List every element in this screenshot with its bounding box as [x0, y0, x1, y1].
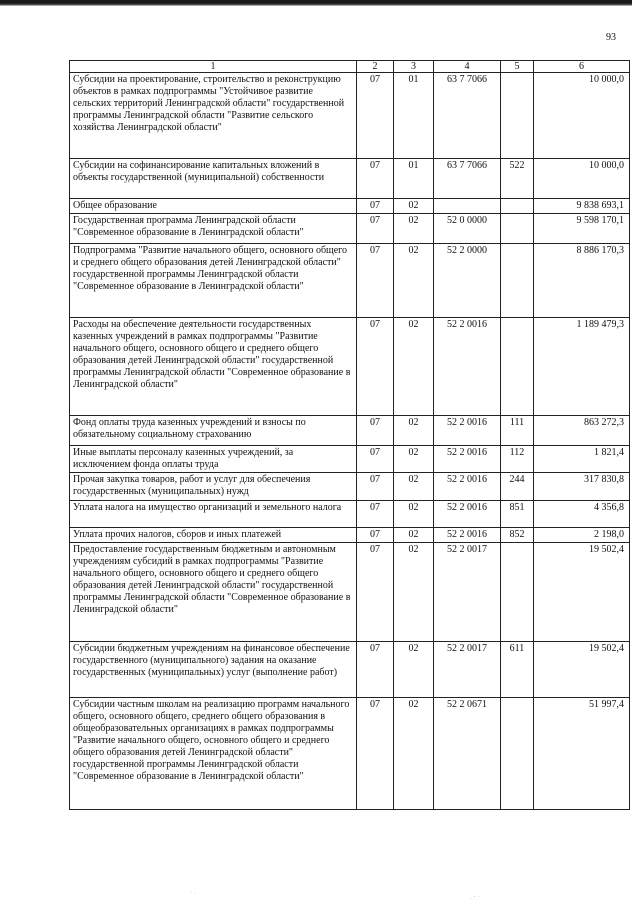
section-code: 07	[357, 501, 394, 528]
row-description: Государственная программа Ленинградской области "Современное образование в Ленинградской области"	[70, 214, 357, 244]
subsection-code: 01	[394, 73, 434, 159]
amount: 317 830,8	[534, 473, 630, 501]
expense-type-code: 851	[501, 501, 534, 528]
scan-noise: · .	[190, 888, 196, 896]
table-row	[70, 543, 630, 642]
table-row	[70, 318, 630, 416]
table-row	[70, 501, 630, 528]
target-article-code: 52 2 0000	[434, 244, 501, 318]
column-number-row	[70, 61, 630, 73]
table-row	[70, 214, 630, 244]
subsection-code: 02	[394, 543, 434, 642]
section-code: 07	[357, 698, 394, 810]
section-code: 07	[357, 199, 394, 214]
table-row	[70, 159, 630, 199]
section-code: 07	[357, 244, 394, 318]
section-code: 07	[357, 73, 394, 159]
row-description: Субсидии на проектирование, строительство и реконструкцию объектов в рамках подпрограммы "Устойчивое развитие сельских территорий Ленинградской области" государственной программы Ленинградской области "Развитие сельского хозяйства Ленинградской области"	[70, 73, 357, 159]
column-header: 4	[434, 61, 501, 73]
column-header: 3	[394, 61, 434, 73]
expense-type-code	[501, 199, 534, 214]
subsection-code: 02	[394, 199, 434, 214]
amount: 10 000,0	[534, 73, 630, 159]
table-row	[70, 446, 630, 473]
amount: 1 821,4	[534, 446, 630, 473]
target-article-code: 52 2 0016	[434, 446, 501, 473]
amount: 2 198,0	[534, 528, 630, 543]
row-description: Субсидии частным школам на реализацию программ начального общего, основного общего, среднего общего образования в общеобразовательных организациях в рамках подпрограммы "Развитие начального общего, основного общего и среднего общего образования детей Ленинградской области" государственной программы Ленинградской области "Современное образование в Ленинградской области"	[70, 698, 357, 810]
amount: 19 502,4	[534, 543, 630, 642]
row-description: Фонд оплаты труда казенных учреждений и взносы по обязательному социальному страхованию	[70, 416, 357, 446]
expense-type-code	[501, 214, 534, 244]
amount: 10 000,0	[534, 159, 630, 199]
row-description: Прочая закупка товаров, работ и услуг для обеспечения государственных (муниципальных) нужд	[70, 473, 357, 501]
subsection-code: 02	[394, 244, 434, 318]
expense-type-code: 112	[501, 446, 534, 473]
row-description: Уплата прочих налогов, сборов и иных платежей	[70, 528, 357, 543]
column-header: 6	[534, 61, 630, 73]
section-code: 07	[357, 214, 394, 244]
expense-type-code	[501, 244, 534, 318]
table-row	[70, 199, 630, 214]
section-code: 07	[357, 318, 394, 416]
column-header: 5	[501, 61, 534, 73]
table-row	[70, 473, 630, 501]
target-article-code: 52 2 0017	[434, 543, 501, 642]
table-row	[70, 698, 630, 810]
column-header: 1	[70, 61, 357, 73]
section-code: 07	[357, 543, 394, 642]
row-description: Предоставление государственным бюджетным и автономным учреждениям субсидий в рамках подпрограммы "Развитие начального общего, основного общего и среднего общего образования детей Ленинградской области" государственной программы Ленинградской области "Современное образование в Ленинградской области"	[70, 543, 357, 642]
section-code: 07	[357, 473, 394, 501]
target-article-code: 52 2 0016	[434, 528, 501, 543]
scan-noise: . · ·	[470, 893, 480, 901]
target-article-code: 63 7 7066	[434, 73, 501, 159]
expense-type-code	[501, 318, 534, 416]
amount: 8 886 170,3	[534, 244, 630, 318]
amount: 51 997,4	[534, 698, 630, 810]
scan-top-edge	[0, 0, 632, 6]
subsection-code: 02	[394, 698, 434, 810]
subsection-code: 02	[394, 473, 434, 501]
amount: 4 356,8	[534, 501, 630, 528]
subsection-code: 01	[394, 159, 434, 199]
expense-type-code: 522	[501, 159, 534, 199]
amount: 863 272,3	[534, 416, 630, 446]
amount: 9 838 693,1	[534, 199, 630, 214]
target-article-code: 63 7 7066	[434, 159, 501, 199]
subsection-code: 02	[394, 528, 434, 543]
section-code: 07	[357, 528, 394, 543]
row-description: Уплата налога на имущество организаций и земельного налога	[70, 501, 357, 528]
expense-type-code: 111	[501, 416, 534, 446]
table-row	[70, 73, 630, 159]
expense-type-code	[501, 543, 534, 642]
row-description: Расходы на обеспечение деятельности государственных казенных учреждений в рамках подпрограммы "Развитие начального общего, основного общего и среднего общего образования детей Ленинградской области" государственной программы Ленинградской области "Современное образование в Ленинградской области"	[70, 318, 357, 416]
table-row	[70, 528, 630, 543]
row-description: Субсидии на софинансирование капитальных вложений в объекты государственной (муниципальной) собственности	[70, 159, 357, 199]
amount: 1 189 479,3	[534, 318, 630, 416]
amount: 9 598 170,1	[534, 214, 630, 244]
target-article-code: 52 2 0016	[434, 318, 501, 416]
target-article-code: 52 2 0016	[434, 416, 501, 446]
section-code: 07	[357, 416, 394, 446]
expense-type-code: 244	[501, 473, 534, 501]
subsection-code: 02	[394, 642, 434, 698]
target-article-code: 52 2 0671	[434, 698, 501, 810]
section-code: 07	[357, 446, 394, 473]
subsection-code: 02	[394, 416, 434, 446]
subsection-code: 02	[394, 446, 434, 473]
expense-type-code: 852	[501, 528, 534, 543]
table-row	[70, 416, 630, 446]
target-article-code: 52 0 0000	[434, 214, 501, 244]
target-article-code: 52 2 0017	[434, 642, 501, 698]
target-article-code: 52 2 0016	[434, 501, 501, 528]
subsection-code: 02	[394, 214, 434, 244]
expense-type-code	[501, 73, 534, 159]
row-description: Субсидии бюджетным учреждениям на финансовое обеспечение государственного (муниципального) задания на оказание государственных (муниципальных) услуг (выполнение работ)	[70, 642, 357, 698]
target-article-code: 52 2 0016	[434, 473, 501, 501]
row-description: Иные выплаты персоналу казенных учреждений, за исключением фонда оплаты труда	[70, 446, 357, 473]
subsection-code: 02	[394, 318, 434, 416]
section-code: 07	[357, 159, 394, 199]
column-header: 2	[357, 61, 394, 73]
row-description: Подпрограмма "Развитие начального общего, основного общего и среднего общего образования детей Ленинградской области" государственной программы Ленинградской области "Современное образование в Ленинградской области"	[70, 244, 357, 318]
page-number: 93	[606, 32, 616, 43]
expense-type-code: 611	[501, 642, 534, 698]
budget-table	[69, 60, 630, 810]
section-code: 07	[357, 642, 394, 698]
row-description: Общее образование	[70, 199, 357, 214]
table-row	[70, 244, 630, 318]
subsection-code: 02	[394, 501, 434, 528]
table-row	[70, 642, 630, 698]
expense-type-code	[501, 698, 534, 810]
amount: 19 502,4	[534, 642, 630, 698]
target-article-code	[434, 199, 501, 214]
